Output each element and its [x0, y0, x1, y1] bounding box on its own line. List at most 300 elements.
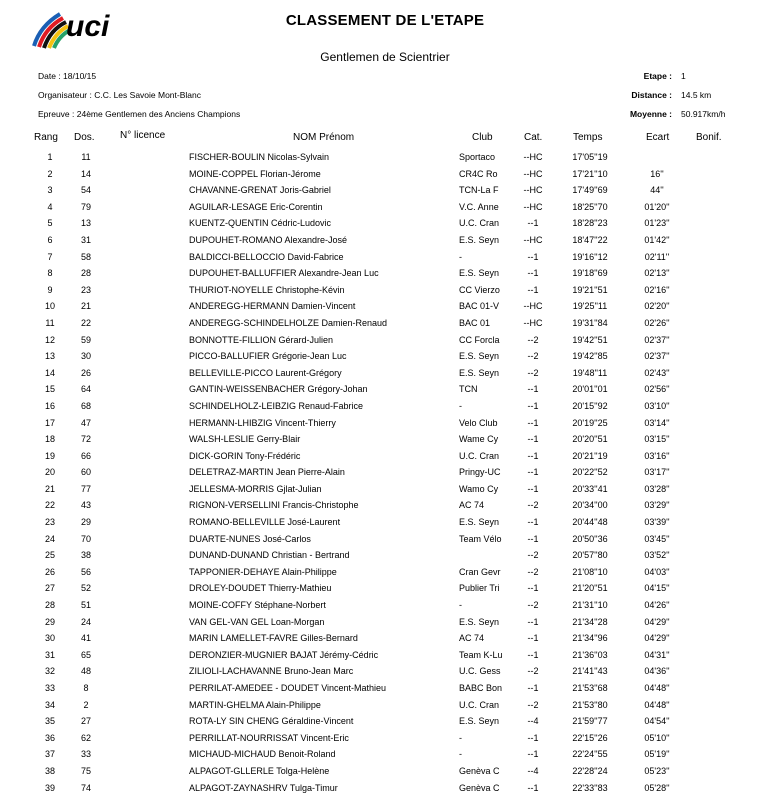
cell-temps: 17'49''69 — [572, 185, 608, 196]
table-row — [0, 615, 773, 632]
cell-cat: --1 — [527, 649, 539, 660]
cell-nom: GANTIN-WEISSENBACHER Grégory-Johan — [189, 384, 368, 395]
cell-ecart: 03'28'' — [644, 483, 670, 494]
cell-temps: 17'05''19 — [572, 152, 608, 162]
table-row — [0, 382, 773, 399]
table-row — [0, 465, 773, 482]
cell-rang: 35 — [44, 716, 55, 727]
cell-nom: PERRILLAT-NOURRISSAT Vincent-Eric — [189, 732, 349, 743]
table-row — [0, 200, 773, 217]
cell-club: Team Vélo — [459, 533, 502, 544]
cell-temps: 19'48''11 — [572, 367, 608, 378]
cell-rang: 23 — [44, 517, 55, 528]
cell-cat: --1 — [527, 417, 539, 428]
cell-ecart: 02'20'' — [644, 301, 670, 312]
cell-cat: --1 — [527, 583, 539, 594]
cell-rang: 3 — [47, 185, 53, 196]
col-header-bonif: Bonif. — [696, 132, 722, 143]
cell-temps: 21'08''10 — [572, 566, 608, 577]
table-row — [0, 299, 773, 316]
cell-dos: 31 — [80, 234, 91, 245]
cell-rang: 19 — [44, 450, 55, 461]
cell-cat: --HC — [523, 168, 543, 179]
cell-nom: DELETRAZ-MARTIN Jean Pierre-Alain — [189, 467, 345, 478]
cell-dos: 8 — [83, 683, 89, 693]
cell-ecart: 01'42'' — [644, 234, 670, 245]
cell-temps: 18'25''70 — [572, 201, 608, 212]
cell-temps: 21'20''51 — [572, 583, 608, 594]
cell-cat: --1 — [527, 467, 539, 478]
cell-cat: --1 — [527, 616, 539, 627]
cell-temps: 19'31''84 — [572, 317, 608, 328]
cell-nom: PERRILAT-AMEDEE - DOUDET Vincent-Mathieu — [189, 683, 387, 693]
table-row — [0, 283, 773, 300]
cell-nom: JELLESMA-MORRIS Gjlat-Julian — [189, 483, 322, 494]
cell-nom: MOINE-COFFY Stéphane-Norbert — [189, 600, 326, 611]
cell-ecart: 03'29'' — [644, 500, 670, 511]
cell-club: E.S. Seyn — [459, 716, 500, 727]
svg-text:uci: uci — [66, 10, 110, 43]
cell-club: Sportaco — [459, 152, 496, 162]
cell-temps: 21'34''96 — [572, 633, 608, 644]
table-row — [0, 515, 773, 532]
cell-nom: PICCO-BALLUFIER Grégorie-Jean Luc — [189, 351, 347, 362]
cell-cat: --HC — [523, 201, 543, 212]
cell-ecart: 04'48'' — [644, 699, 670, 710]
cell-nom: KUENTZ-QUENTIN Cédric-Ludovic — [189, 218, 332, 229]
cell-cat: --1 — [527, 732, 539, 743]
cell-temps: 20'19''25 — [572, 417, 608, 428]
table-row — [0, 532, 773, 549]
cell-ecart: 03'16'' — [644, 450, 670, 461]
cell-rang: 25 — [44, 550, 55, 561]
table-row — [0, 366, 773, 383]
cell-cat: --HC — [523, 185, 543, 196]
cell-ecart: 04'31'' — [644, 649, 670, 660]
cell-temps: 20'01''01 — [572, 384, 608, 395]
cell-club: Pringy-UC — [459, 467, 501, 478]
cell-nom: DUARTE-NUNES José-Carlos — [189, 533, 311, 544]
cell-club: E.S. Seyn — [459, 367, 500, 378]
cell-cat: --2 — [527, 566, 539, 577]
cell-cat: --2 — [527, 351, 539, 362]
cell-temps: 20'34''00 — [572, 500, 608, 511]
table-row — [0, 449, 773, 466]
cell-rang: 24 — [44, 533, 55, 544]
cell-ecart: 16'' — [650, 168, 664, 179]
cell-nom: ROTA-LY SIN CHENG Géraldine-Vincent — [189, 716, 354, 727]
cell-nom: AGUILAR-LESAGE Eric-Corentin — [189, 201, 323, 212]
cell-rang: 15 — [44, 384, 55, 395]
col-header-temps: Temps — [573, 132, 603, 143]
cell-ecart: 03'15'' — [644, 434, 670, 445]
cell-dos: 23 — [80, 284, 91, 295]
cell-temps: 20'15''92 — [572, 400, 608, 411]
cell-dos: 21 — [80, 301, 91, 312]
cell-temps: 22'28''24 — [572, 765, 608, 776]
table-row — [0, 548, 773, 565]
cell-club: E.S. Seyn — [459, 517, 500, 528]
cell-temps: 20'22''52 — [572, 467, 608, 478]
cell-nom: MICHAUD-MICHAUD Benoit-Roland — [189, 749, 336, 760]
cell-ecart: 04'48'' — [644, 683, 670, 693]
cell-dos: 28 — [80, 268, 91, 279]
race-date: Date : 18/10/15 — [38, 71, 97, 81]
cell-dos: 24 — [80, 616, 91, 627]
cell-temps: 21'41''43 — [572, 666, 608, 677]
cell-dos: 64 — [80, 384, 91, 395]
cell-dos: 62 — [80, 732, 91, 743]
table-row — [0, 416, 773, 433]
cell-dos: 72 — [80, 434, 91, 445]
cell-temps: 19'18''69 — [572, 268, 608, 279]
cell-cat: --1 — [527, 434, 539, 445]
cell-rang: 30 — [44, 633, 55, 644]
distance-value: 14.5 km — [681, 90, 712, 100]
cell-club: Team K-Lu — [459, 649, 503, 660]
cell-ecart: 04'15'' — [644, 583, 670, 594]
stage-value: 1 — [681, 71, 686, 81]
table-row — [0, 581, 773, 598]
col-header-rang: Rang — [34, 132, 58, 143]
cell-rang: 16 — [44, 400, 55, 411]
cell-club: Genèva C — [459, 782, 500, 793]
cell-cat: --1 — [527, 782, 539, 793]
cell-temps: 22'24''55 — [572, 749, 608, 760]
cell-rang: 2 — [47, 168, 53, 179]
table-row — [0, 648, 773, 665]
cell-club: BABC Bon — [459, 683, 503, 693]
cell-ecart: 05'19'' — [644, 749, 670, 760]
cell-ecart: 02'13'' — [644, 268, 670, 279]
cell-club: TCN — [459, 384, 478, 395]
cell-cat: --2 — [527, 550, 539, 561]
table-row — [0, 233, 773, 250]
table-row — [0, 183, 773, 200]
cell-dos: 22 — [80, 317, 91, 328]
cell-rang: 9 — [47, 284, 53, 295]
cell-nom: BONNOTTE-FILLION Gérard-Julien — [189, 334, 334, 345]
cell-temps: 18'28''23 — [572, 218, 608, 229]
cell-dos: 70 — [80, 533, 91, 544]
cell-rang: 4 — [47, 201, 53, 212]
cell-nom: BELLEVILLE-PICCO Laurent-Grégory — [189, 367, 342, 378]
table-row — [0, 664, 773, 681]
cell-dos: 13 — [80, 218, 91, 229]
cell-club: - — [459, 749, 462, 760]
uci-logo — [30, 2, 122, 50]
cell-temps: 21'53''68 — [572, 683, 608, 693]
cell-club: U.C. Gess — [459, 666, 501, 677]
cell-temps: 20'50''36 — [572, 533, 608, 544]
cell-ecart: 04'03'' — [644, 566, 670, 577]
cell-nom: MARTIN-GHELMA Alain-Philippe — [189, 699, 321, 710]
cell-temps: 19'42''51 — [572, 334, 608, 345]
cell-nom: TAPPONIER-DEHAYE Alain-Philippe — [189, 566, 337, 577]
cell-cat: --HC — [523, 152, 543, 162]
col-header-cat: Cat. — [524, 132, 543, 143]
cell-ecart: 01'20'' — [644, 201, 670, 212]
cell-ecart: 03'39'' — [644, 517, 670, 528]
cell-rang: 14 — [44, 367, 55, 378]
cell-rang: 26 — [44, 566, 55, 577]
cell-temps: 19'25''11 — [572, 301, 608, 312]
cell-club: Genèva C — [459, 765, 500, 776]
cell-dos: 2 — [83, 699, 89, 710]
cell-club: Publier Tri — [459, 583, 500, 594]
cell-ecart: 03'14'' — [644, 417, 670, 428]
cell-cat: --HC — [523, 301, 543, 312]
cell-rang: 1 — [47, 152, 53, 162]
cell-dos: 52 — [80, 583, 91, 594]
cell-dos: 29 — [80, 517, 91, 528]
cell-dos: 30 — [80, 351, 91, 362]
cell-temps: 19'16''12 — [572, 251, 608, 262]
cell-ecart: 44'' — [650, 185, 664, 196]
cell-nom: ALPAGOT-GLLERLE Tolga-Helène — [189, 765, 330, 776]
cell-ecart: 04'54'' — [644, 716, 670, 727]
cell-club: - — [459, 251, 462, 262]
cell-rang: 38 — [44, 765, 55, 776]
cell-rang: 34 — [44, 699, 55, 710]
page-subtitle: Gentlemen de Scientrier — [320, 50, 450, 64]
results-table — [0, 150, 773, 797]
cell-club: Velo Club — [459, 417, 498, 428]
cell-ecart: 04'26'' — [644, 600, 670, 611]
cell-temps: 19'21''51 — [572, 284, 608, 295]
cell-cat: --1 — [527, 218, 539, 229]
cell-club: AC 74 — [459, 633, 485, 644]
cell-dos: 51 — [80, 600, 91, 611]
cell-rang: 18 — [44, 434, 55, 445]
cell-dos: 54 — [80, 185, 91, 196]
cell-club: - — [459, 600, 462, 611]
cell-nom: ANDEREGG-SCHINDELHOLZE Damien-Renaud — [189, 317, 388, 328]
cell-rang: 20 — [44, 467, 55, 478]
table-row — [0, 747, 773, 764]
cell-cat: --4 — [527, 765, 539, 776]
table-row — [0, 150, 773, 167]
col-header-dos: Dos. — [74, 132, 95, 143]
table-row — [0, 333, 773, 350]
cell-rang: 22 — [44, 500, 55, 511]
table-row — [0, 167, 773, 184]
table-row — [0, 714, 773, 731]
cell-rang: 32 — [44, 666, 55, 677]
cell-cat: --2 — [527, 699, 539, 710]
cell-nom: MOINE-COPPEL Florian-Jérome — [189, 168, 321, 179]
cell-rang: 12 — [44, 334, 55, 345]
cell-club: BAC 01-V — [459, 301, 500, 312]
cell-temps: 20'44''48 — [572, 517, 608, 528]
cell-cat: --2 — [527, 334, 539, 345]
table-row — [0, 731, 773, 748]
cell-nom: HERMANN-LHIBZIG Vincent-Thierry — [189, 417, 336, 428]
cell-ecart: 05'10'' — [644, 732, 670, 743]
cell-rang: 28 — [44, 600, 55, 611]
cell-dos: 58 — [80, 251, 91, 262]
table-row — [0, 316, 773, 333]
cell-cat: --1 — [527, 533, 539, 544]
cell-rang: 21 — [44, 483, 55, 494]
cell-temps: 18'47''22 — [572, 234, 608, 245]
cell-cat: --2 — [527, 666, 539, 677]
cell-nom: DROLEY-DOUDET Thierry-Mathieu — [189, 583, 332, 594]
cell-dos: 56 — [80, 566, 91, 577]
table-row — [0, 216, 773, 233]
cell-nom: DUPOUHET-ROMANO Alexandre-José — [189, 234, 348, 245]
cell-cat: --2 — [527, 367, 539, 378]
cell-nom: RIGNON-VERSELLINI Francis-Christophe — [189, 500, 359, 511]
cell-nom: CHAVANNE-GRENAT Joris-Gabriel — [189, 185, 331, 196]
race-event: Epreuve : 24ème Gentlemen des Anciens Champions — [38, 109, 241, 119]
cell-dos: 59 — [80, 334, 91, 345]
cell-cat: --1 — [527, 400, 539, 411]
cell-cat: --HC — [523, 234, 543, 245]
cell-club: Wamo Cy — [459, 483, 499, 494]
cell-cat: --1 — [527, 268, 539, 279]
table-row — [0, 631, 773, 648]
cell-rang: 39 — [44, 782, 55, 793]
cell-ecart: 04'29'' — [644, 633, 670, 644]
cell-dos: 48 — [80, 666, 91, 677]
table-row — [0, 764, 773, 781]
cell-club: U.C. Cran — [459, 699, 500, 710]
cell-club: AC 74 — [459, 500, 485, 511]
cell-cat: --2 — [527, 600, 539, 611]
col-header-nom: NOM Prénom — [293, 132, 355, 143]
cell-dos: 33 — [80, 749, 91, 760]
cell-ecart: 01'23'' — [644, 218, 670, 229]
cell-rang: 7 — [47, 251, 53, 262]
cell-nom: ALPAGOT-ZAYNASHRV Tulga-Timur — [189, 782, 338, 793]
cell-club: - — [459, 732, 462, 743]
cell-dos: 11 — [81, 152, 91, 162]
cell-temps: 21'34''28 — [572, 616, 608, 627]
table-row — [0, 781, 773, 798]
cell-ecart: 02'26'' — [644, 317, 670, 328]
page-title: CLASSEMENT DE L'ETAPE — [285, 12, 485, 29]
table-row — [0, 598, 773, 615]
table-row — [0, 498, 773, 515]
cell-dos: 43 — [80, 500, 91, 511]
cell-temps: 20'57''80 — [572, 550, 608, 561]
cell-rang: 17 — [44, 417, 55, 428]
col-header-ecart: Ecart — [646, 132, 670, 143]
cell-dos: 77 — [80, 483, 91, 494]
table-row — [0, 432, 773, 449]
cell-temps: 21'53''80 — [572, 699, 608, 710]
cell-club: - — [459, 400, 462, 411]
table-row — [0, 399, 773, 416]
cell-rang: 36 — [44, 732, 55, 743]
stage-label: Etape : — [643, 71, 672, 81]
cell-nom: DERONZIER-MUGNIER BAJAT Jérémy-Cédric — [189, 649, 379, 660]
cell-nom: MARIN LAMELLET-FAVRE Gilles-Bernard — [189, 633, 358, 644]
cell-nom: ANDEREGG-HERMANN Damien-Vincent — [189, 301, 356, 312]
cell-cat: --HC — [523, 317, 543, 328]
cell-nom: SCHINDELHOLZ-LEIBZIG Renaud-Fabrice — [189, 400, 364, 411]
cell-dos: 38 — [80, 550, 91, 561]
cell-ecart: 03'17'' — [644, 467, 670, 478]
cell-cat: --2 — [527, 500, 539, 511]
cell-nom: ROMANO-BELLEVILLE José-Laurent — [189, 517, 341, 528]
cell-ecart: 03'45'' — [644, 533, 670, 544]
cell-nom: VAN GEL-VAN GEL Loan-Morgan — [189, 616, 325, 627]
cell-nom: BALDICCI-BELLOCCIO David-Fabrice — [189, 251, 344, 262]
cell-temps: 20'21''19 — [572, 450, 608, 461]
cell-cat: --1 — [527, 384, 539, 395]
cell-nom: DICK-GORIN Tony-Frédéric — [189, 450, 301, 461]
cell-dos: 47 — [80, 417, 91, 428]
cell-dos: 74 — [80, 782, 91, 793]
cell-ecart: 04'29'' — [644, 616, 670, 627]
average-speed-value: 50.917km/h — [681, 109, 726, 119]
cell-club: CR4C Ro — [459, 168, 498, 179]
cell-ecart: 04'36'' — [644, 666, 670, 677]
cell-dos: 27 — [80, 716, 91, 727]
cell-rang: 5 — [47, 218, 53, 229]
cell-rang: 11 — [45, 317, 55, 328]
cell-club: V.C. Anne — [459, 201, 499, 212]
cell-temps: 19'42''85 — [572, 351, 608, 362]
table-row — [0, 266, 773, 283]
cell-temps: 22'15''26 — [572, 732, 608, 743]
cell-club: E.S. Seyn — [459, 351, 500, 362]
cell-cat: --4 — [527, 716, 539, 727]
cell-ecart: 02'37'' — [644, 334, 670, 345]
cell-ecart: 03'10'' — [644, 400, 670, 411]
cell-club: CC Vierzo — [459, 284, 500, 295]
cell-cat: --1 — [527, 683, 539, 693]
cell-club: E.S. Seyn — [459, 268, 500, 279]
cell-ecart: 02'37'' — [644, 351, 670, 362]
cell-nom: DUNAND-DUNAND Christian - Bertrand — [189, 550, 350, 561]
race-organiser: Organisateur : C.C. Les Savoie Mont-Blanc — [38, 90, 201, 100]
cell-cat: --1 — [527, 517, 539, 528]
cell-rang: 27 — [44, 583, 55, 594]
table-row — [0, 681, 773, 698]
cell-temps: 22'33''83 — [572, 782, 608, 793]
cell-cat: --1 — [527, 450, 539, 461]
cell-rang: 31 — [44, 649, 55, 660]
cell-ecart: 05'23'' — [644, 765, 670, 776]
cell-club: E.S. Seyn — [459, 234, 500, 245]
cell-club: BAC 01 — [459, 317, 491, 328]
cell-club: CC Forcla — [459, 334, 500, 345]
cell-cat: --1 — [527, 284, 539, 295]
cell-nom: THURIOT-NOYELLE Christophe-Kévin — [189, 284, 345, 295]
cell-ecart: 02'16'' — [644, 284, 670, 295]
cell-rang: 37 — [44, 749, 55, 760]
cell-temps: 21'31''10 — [572, 600, 608, 611]
col-header-licence: N° licence — [120, 130, 166, 141]
table-row — [0, 698, 773, 715]
cell-nom: DUPOUHET-BALLUFFIER Alexandre-Jean Luc — [189, 268, 379, 279]
cell-nom: FISCHER-BOULIN Nicolas-Sylvain — [189, 152, 330, 162]
cell-dos: 65 — [80, 649, 91, 660]
cell-dos: 26 — [80, 367, 91, 378]
cell-club: E.S. Seyn — [459, 616, 500, 627]
cell-club: Wame Cy — [459, 434, 499, 445]
cell-club: U.C. Cran — [459, 450, 500, 461]
cell-rang: 29 — [44, 616, 55, 627]
cell-rang: 6 — [47, 234, 53, 245]
distance-label: Distance : — [631, 90, 672, 100]
table-row — [0, 565, 773, 582]
cell-cat: --1 — [527, 483, 539, 494]
cell-dos: 14 — [80, 168, 91, 179]
